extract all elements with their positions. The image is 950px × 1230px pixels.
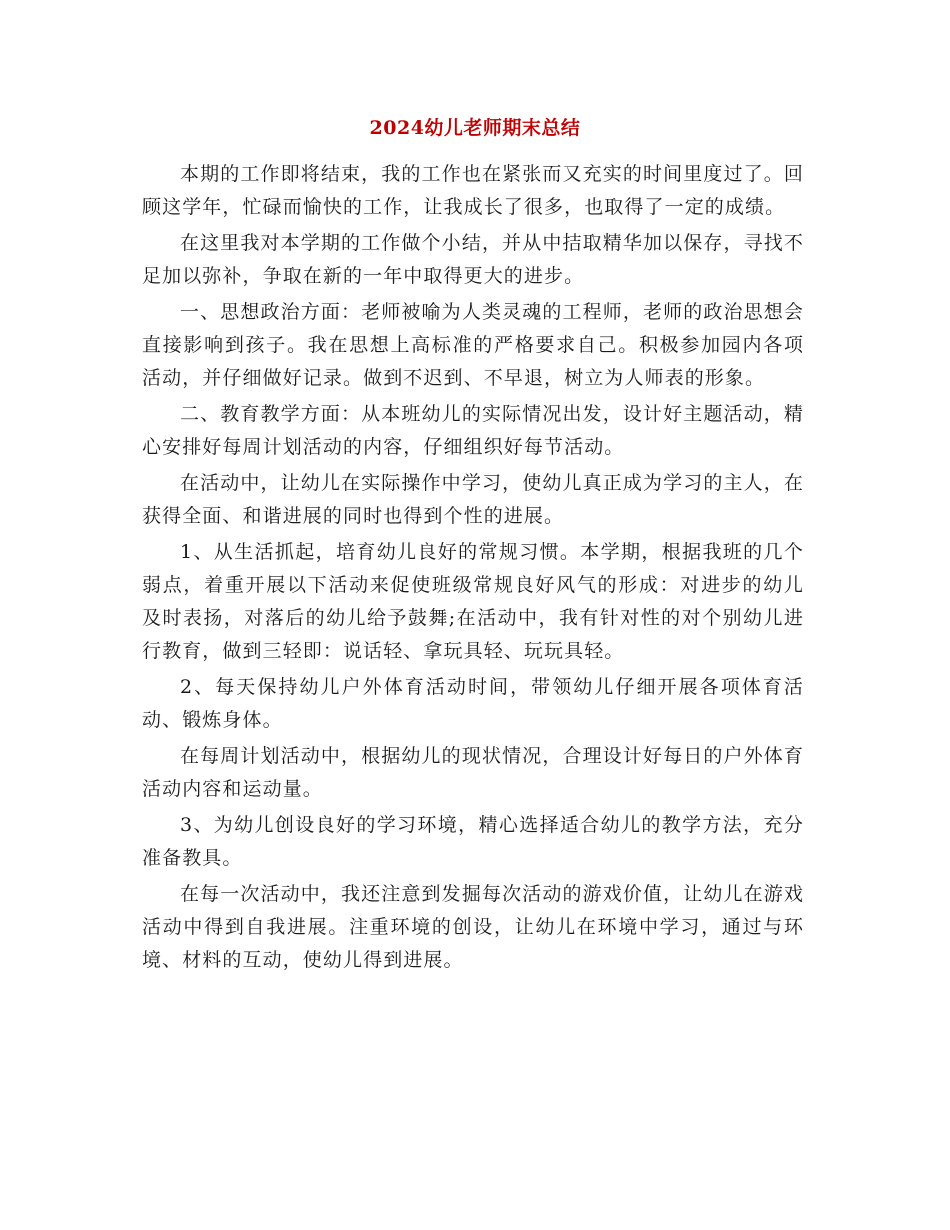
- paragraph-intro: 本期的工作即将结束，我的工作也在紧张而又充实的时间里度过了。回顾这学年，忙碌而愉快的工作，让我成长了很多，也取得了一定的成绩。: [142, 163, 804, 218]
- document-body: [142, 158, 804, 980]
- paragraph-summary-purpose: 在这里我对本学期的工作做个小结，并从中拮取精华加以保存，寻找不足加以弥补，争取在新的一年中取得更大的进步。: [142, 232, 804, 287]
- document-title: 2024幼儿老师期末总结: [369, 117, 581, 139]
- paragraph-weekly-plan: 在每周计划活动中，根据幼儿的现状情况，合理设计好每日的户外体育活动内容和运动量。: [142, 745, 804, 800]
- paragraph-game-value: 在每一次活动中，我还注意到发掘每次活动的游戏价值，让幼儿在游戏活动中得到自我进展。注重环境的创设，让幼儿在环境中学习，通过与环境、材料的互动，使幼儿得到进展。: [142, 883, 804, 971]
- paragraph-item-3-environment: 3、为幼儿创设良好的学习环境，精心选择适合幼儿的教学方法，充分准备教具。: [142, 814, 804, 869]
- paragraph-section-political: 一、思想政治方面：老师被喻为人类灵魂的工程师，老师的政治思想会直接影响到孩子。我在思想上高标准的严格要求自己。积极参加园内各项活动，并仔细做好记录。做到不迟到、不早退，树立为人师表的形象。: [142, 301, 804, 389]
- paragraph-item-2-outdoor: 2、每天保持幼儿户外体育活动时间，带领幼儿仔细开展各项体育活动、锻炼身体。: [142, 676, 804, 731]
- paragraph-activity-learning: 在活动中，让幼儿在实际操作中学习，使幼儿真正成为学习的主人，在获得全面、和谐进展的同时也得到个性的进展。: [142, 472, 804, 527]
- paragraph-section-teaching: 二、教育教学方面：从本班幼儿的实际情况出发，设计好主题活动，精心安排好每周计划活动的内容，仔细组织好每节活动。: [142, 403, 804, 458]
- paragraph-item-1-routines: 1、从生活抓起，培育幼儿良好的常规习惯。本学期，根据我班的几个弱点，着重开展以下活动来促使班级常规良好风气的形成：对进步的幼儿及时表扬，对落后的幼儿给予鼓舞;在活动中，我有针对性的对个别幼儿进行教育，做到三轻即：说话轻、拿玩具轻、玩玩具轻。: [142, 541, 804, 662]
